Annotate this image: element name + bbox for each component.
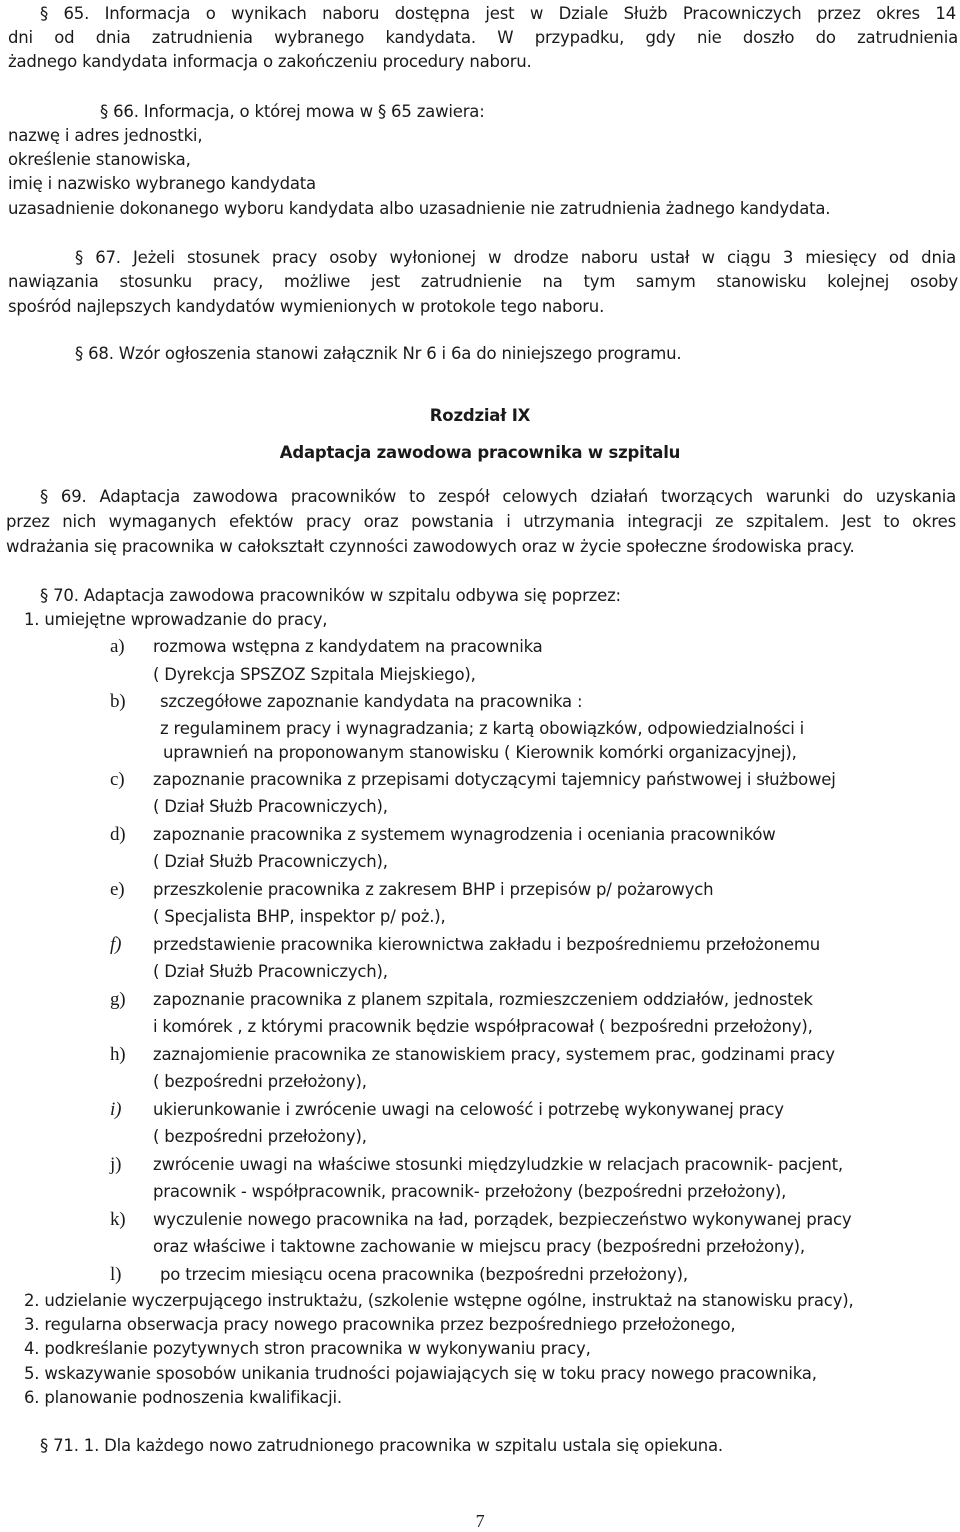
list-item-g-line-2: i komórek , z którymi pracownik będzie współpracował ( bezpośredni przełożony), [153, 1017, 813, 1036]
chapter-number: Rozdział IX [429, 406, 531, 425]
list-letter-h: h) [110, 1044, 126, 1065]
list-item-k-line-1: wyczulenie nowego pracownika na ład, porządek, bezpieczeństwo wykonywanej pracy [153, 1210, 852, 1229]
paragraph-66-item: nazwę i adres jednostki, [8, 126, 203, 145]
page-number: 7 [475, 1511, 485, 1531]
paragraph-71: § 71. 1. Dla każdego nowo zatrudnionego pracownika w szpitalu ustala się opiekuna. [40, 1436, 723, 1455]
list-item-f-line-1: przedstawienie pracownika kierownictwa zakładu i bezpośredniemu przełożonemu [153, 935, 820, 954]
list-item-e-line-1: przeszkolenie pracownika z zakresem BHP i przepisów p/ pożarowych [153, 880, 714, 899]
paragraph-66-item: imię i nazwisko wybranego kandydata [8, 174, 316, 193]
list-item-i-line-1: ukierunkowanie i zwrócenie uwagi na celowość i potrzebę wykonywanej pracy [153, 1100, 784, 1119]
list-item-l-line-1: po trzecim miesiącu ocena pracownika (bezpośredni przełożony), [160, 1265, 688, 1284]
paragraph-65-line-1: § 65. Informacja o wynikach naboru dostępna jest w Dziale Służb Pracowniczych przez okres 14 [40, 4, 956, 23]
list-item-b-line-2: z regulaminem pracy i wynagradzania; z kartą obowiązków, odpowiedzialności i [160, 719, 805, 738]
paragraph-70-item-1: 1. umiejętne wprowadzanie do pracy, [24, 610, 328, 629]
list-item-f-line-2: ( Dział Służb Pracowniczych), [153, 962, 388, 981]
list-item-d-line-2: ( Dział Służb Pracowniczych), [153, 852, 388, 871]
paragraph-69-line-3: wdrażania się pracownika w całokształt czynności zawodowych oraz w życie społeczne środowiska pracy. [6, 537, 855, 556]
paragraph-66-item: określenie stanowiska, [8, 150, 191, 169]
list-letter-f: f) [110, 934, 122, 955]
list-letter-l: l) [110, 1264, 122, 1285]
paragraph-70-item-6: 6. planowanie podnoszenia kwalifikacji. [24, 1388, 342, 1407]
list-item-a-line-1: rozmowa wstępna z kandydatem na pracownika [153, 637, 543, 656]
list-letter-d: d) [110, 824, 126, 845]
paragraph-70-item-3: 3. regularna obserwacja pracy nowego pracownika przez bezpośredniego przełożonego, [24, 1315, 736, 1334]
list-item-g-line-1: zapoznanie pracownika z planem szpitala, rozmieszczeniem oddziałów, jednostek [153, 990, 813, 1009]
list-item-h-line-2: ( bezpośredni przełożony), [153, 1072, 367, 1091]
list-letter-g: g) [110, 989, 126, 1010]
list-letter-j: j) [110, 1154, 122, 1175]
paragraph-67-line-1: § 67. Jeżeli stosunek pracy osoby wyłonionej w drodze naboru ustał w ciągu 3 miesięcy od dnia [75, 248, 956, 267]
list-letter-c: c) [110, 769, 125, 790]
paragraph-66-intro: § 66. Informacja, o której mowa w § 65 zawiera: [100, 102, 485, 121]
paragraph-65-line-3: żadnego kandydata informacja o zakończeniu procedury naboru. [8, 52, 532, 71]
list-item-b-line-3: uprawnień na proponowanym stanowisku ( Kierownik komórki organizacyjnej), [163, 743, 797, 762]
list-item-k-line-2: oraz właściwe i taktowne zachowanie w miejscu pracy (bezpośredni przełożony), [153, 1237, 805, 1256]
list-item-j-line-1: zwrócenie uwagi na właściwe stosunki międzyludzkie w relacjach pracownik- pacjent, [153, 1155, 843, 1174]
list-item-c-line-2: ( Dział Służb Pracowniczych), [153, 797, 388, 816]
list-letter-a: a) [110, 636, 125, 657]
list-item-e-line-2: ( Specjalista BHP, inspektor p/ poż.), [153, 907, 446, 926]
paragraph-69-line-1: § 69. Adaptacja zawodowa pracowników to zespół celowych działań tworzących warunki do uzyskania [40, 487, 956, 506]
list-item-h-line-1: zaznajomienie pracownika ze stanowiskiem pracy, systemem prac, godzinami pracy [153, 1045, 835, 1064]
paragraph-70-item-5: 5. wskazywanie sposobów unikania trudności pojawiających się w toku pracy nowego pracownika, [24, 1364, 817, 1383]
list-item-b-line-1: szczegółowe zapoznanie kandydata na pracownika : [160, 692, 583, 711]
list-letter-b: b) [110, 691, 126, 712]
paragraph-67-line-3: spośród najlepszych kandydatów wymienionych w protokole tego naboru. [8, 297, 605, 316]
paragraph-70-intro: § 70. Adaptacja zawodowa pracowników w szpitalu odbywa się poprzez: [40, 586, 621, 605]
list-item-d-line-1: zapoznanie pracownika z systemem wynagrodzenia i oceniania pracowników [153, 825, 776, 844]
chapter-title: Adaptacja zawodowa pracownika w szpitalu [279, 443, 681, 462]
paragraph-67-line-2: nawiązania stosunku pracy, możliwe jest zatrudnienie na tym samym stanowisku kolejnej osoby [8, 272, 958, 291]
paragraph-68: § 68. Wzór ogłoszenia stanowi załącznik Nr 6 i 6a do niniejszego programu. [75, 344, 682, 363]
list-letter-i: i) [110, 1099, 122, 1120]
list-letter-e: e) [110, 879, 125, 900]
list-item-j-line-2: pracownik - współpracownik, pracownik- przełożony (bezpośredni przełożony), [153, 1182, 787, 1201]
paragraph-69-line-2: przez nich wymaganych efektów pracy oraz powstania i utrzymania integracji ze szpitalem. Jest to okres [6, 512, 956, 531]
list-item-a-line-2: ( Dyrekcja SPSZOZ Szpitala Miejskiego), [153, 665, 476, 684]
paragraph-65-line-2: dni od dnia zatrudnienia wybranego kandydata. W przypadku, gdy nie doszło do zatrudnienia [8, 28, 958, 47]
list-item-c-line-1: zapoznanie pracownika z przepisami dotyczącymi tajemnicy państwowej i służbowej [153, 770, 836, 789]
paragraph-66-item: uzasadnienie dokonanego wyboru kandydata albo uzasadnienie nie zatrudnienia żadnego kandydata. [8, 199, 831, 218]
paragraph-70-item-4: 4. podkreślanie pozytywnych stron pracownika w wykonywaniu pracy, [24, 1339, 591, 1358]
paragraph-70-item-2: 2. udzielanie wyczerpującego instruktażu, (szkolenie wstępne ogólne, instruktaż na stanowisku pracy), [24, 1291, 854, 1310]
list-item-i-line-2: ( bezpośredni przełożony), [153, 1127, 367, 1146]
list-letter-k: k) [110, 1209, 126, 1230]
